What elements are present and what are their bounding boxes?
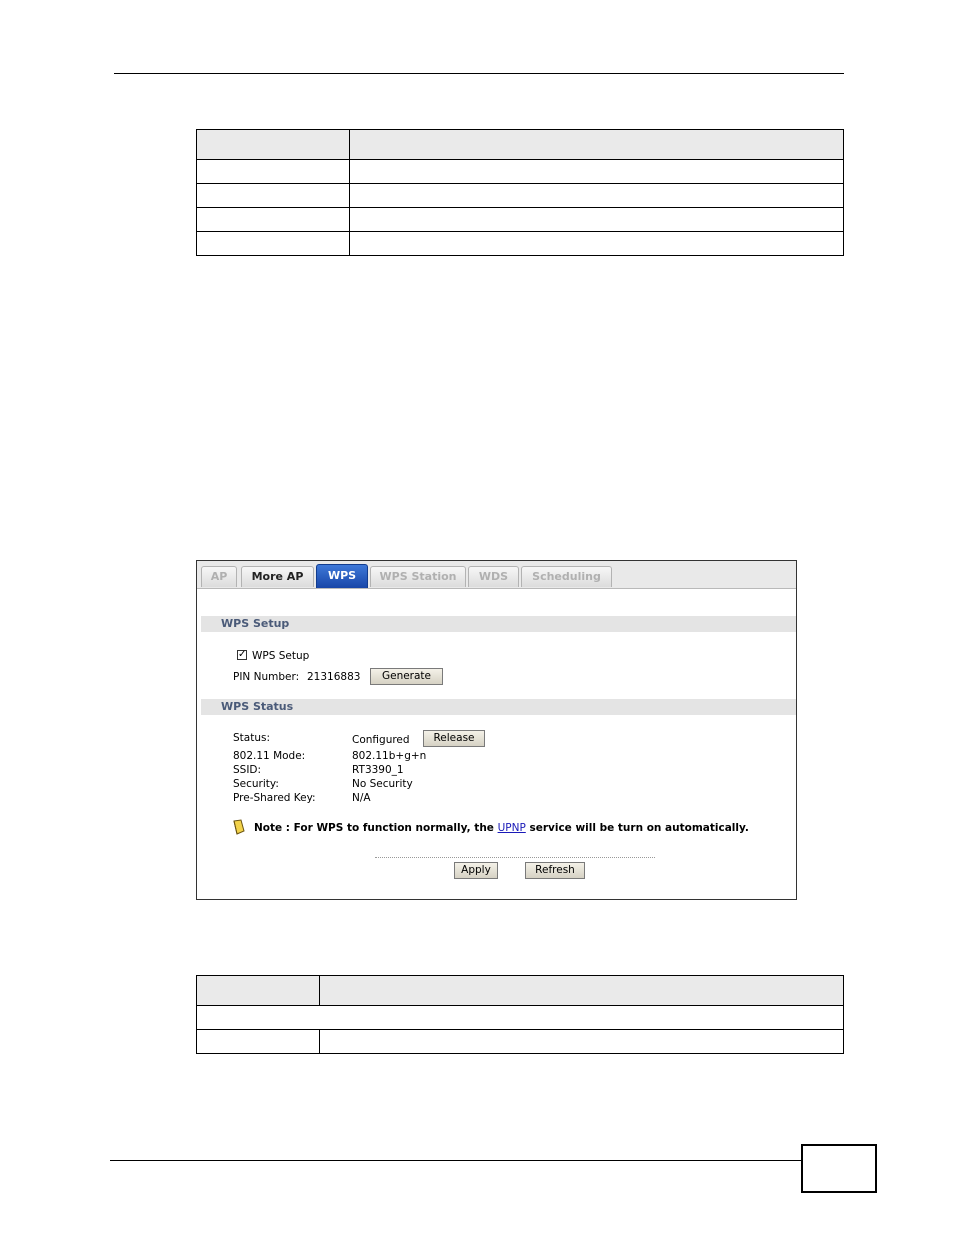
table-row <box>197 1030 844 1054</box>
table-row <box>197 184 844 208</box>
pin-number-value: 21316883 <box>307 671 361 683</box>
tab-label: AP <box>210 570 228 583</box>
tab-bar <box>197 561 796 589</box>
dotted-separator <box>375 857 655 858</box>
security-value: No Security <box>352 778 413 790</box>
ssid-value: RT3390_1 <box>352 764 404 776</box>
table-header-row <box>197 976 844 1006</box>
note-icon <box>232 819 246 835</box>
tab-ap[interactable] <box>201 566 237 587</box>
tab-label: More AP <box>251 570 304 583</box>
footer-rule <box>110 1160 802 1161</box>
mode-label: 802.11 Mode: <box>233 750 306 762</box>
tab-wps-station[interactable] <box>370 566 466 587</box>
note-suffix: service will be turn on automatically. <box>525 822 749 834</box>
header-rule <box>114 73 844 74</box>
mode-value: 802.11b+g+n <box>352 750 427 762</box>
wps-setup-checkbox-label: WPS Setup <box>252 650 310 662</box>
psk-label: Pre-Shared Key: <box>233 792 316 804</box>
tab-wds[interactable] <box>468 566 519 587</box>
tab-label: WPS <box>327 569 357 582</box>
wps-setup-checkbox[interactable]: ✓ <box>238 649 247 660</box>
status-value: Configured <box>352 734 410 746</box>
top-table <box>196 129 844 256</box>
security-label: Security: <box>233 778 279 790</box>
table-row <box>197 160 844 184</box>
table-row <box>197 232 844 256</box>
ssid-label: SSID: <box>233 764 262 776</box>
tab-scheduling[interactable] <box>521 566 612 587</box>
note-text <box>254 822 749 834</box>
table-header-row <box>197 130 844 160</box>
table-row <box>197 1006 844 1030</box>
tab-label: WPS Station <box>379 570 457 583</box>
note-prefix: Note : For WPS to function normally, the <box>254 822 498 834</box>
wps-status-section-title: WPS Status <box>201 699 796 715</box>
generate-button[interactable]: Generate <box>370 668 443 685</box>
tab-more-ap[interactable] <box>241 566 314 587</box>
refresh-button[interactable]: Refresh <box>525 862 585 879</box>
psk-value: N/A <box>352 792 371 804</box>
tab-label: Scheduling <box>532 570 601 583</box>
status-label: Status: <box>233 732 270 744</box>
tab-wps[interactable] <box>316 564 368 588</box>
tab-label: WDS <box>478 570 509 583</box>
bottom-table <box>196 975 844 1054</box>
wps-setup-section-title: WPS Setup <box>201 616 796 632</box>
wps-screen <box>196 560 797 900</box>
pin-number-label: PIN Number: <box>233 671 300 683</box>
upnp-link[interactable]: UPNP <box>497 822 526 834</box>
release-button[interactable]: Release <box>423 730 485 747</box>
table-row <box>197 208 844 232</box>
apply-button[interactable]: Apply <box>454 862 498 879</box>
page-number-box <box>801 1144 877 1193</box>
